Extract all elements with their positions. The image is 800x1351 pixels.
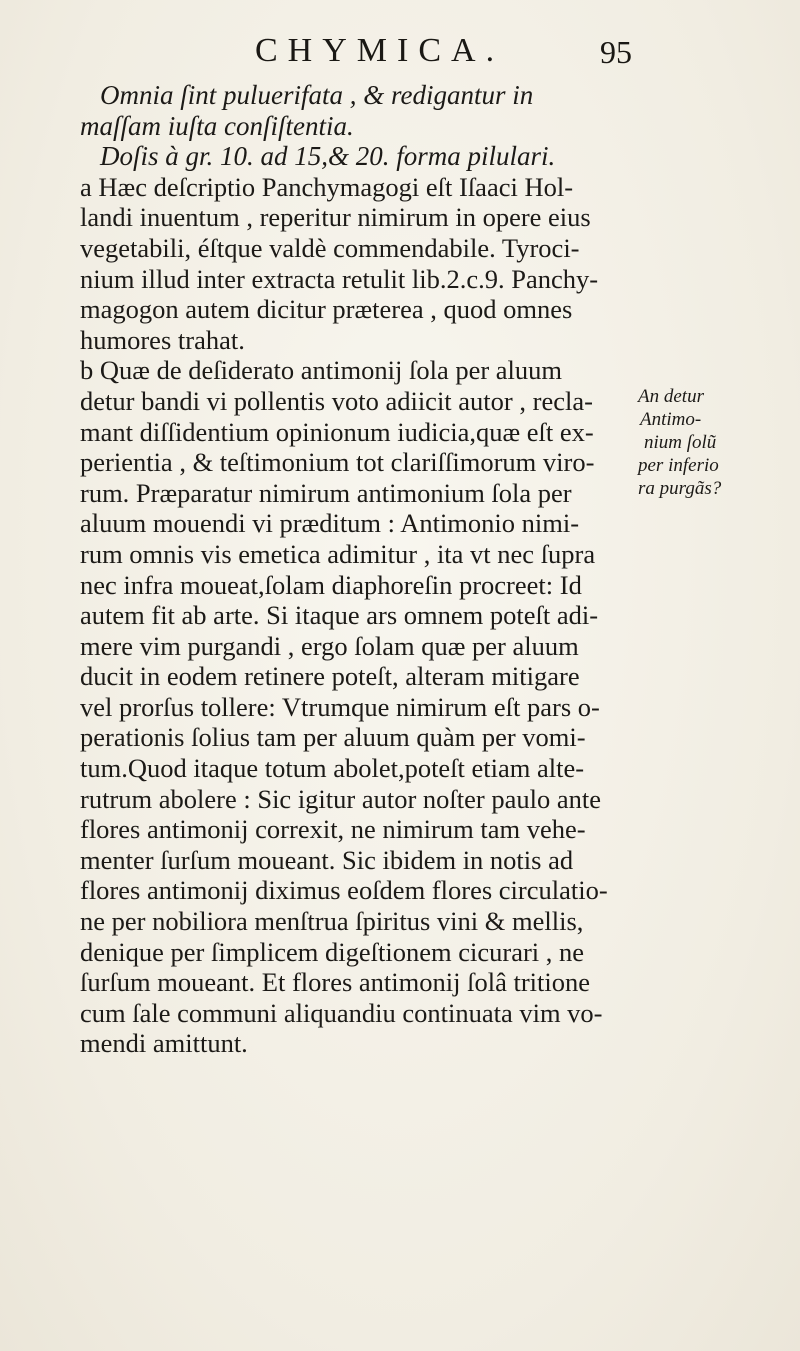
text-line: Doſis à gr. 10. ad 15,& 20. forma pilulari. xyxy=(100,141,556,172)
text-line: flores antimonij diximus eoſdem flores circulatio- xyxy=(80,875,608,906)
text-line: perientia , & teſtimonium tot clariſſimorum viro- xyxy=(80,447,595,478)
running-head: CHYMICA. xyxy=(255,32,505,69)
text-line: humores trahat. xyxy=(80,324,245,355)
text-line: mant diſſidentium opinionum iudicia,quæ eſt ex- xyxy=(80,416,594,447)
text-line: ducit in eodem retinere poteſt, alteram mitigare xyxy=(80,661,580,692)
margin-note-line: per inferio xyxy=(638,455,719,476)
text-line: Omnia ſint puluerifata , & redigantur in xyxy=(100,80,534,110)
text-line: nec infra moueat,ſolam diaphoreſin procreet: Id xyxy=(80,569,582,600)
text-line: nium illud inter extracta retulit lib.2.c.9. Panchy- xyxy=(80,263,599,294)
page-header xyxy=(0,24,800,74)
main-text-block xyxy=(80,80,625,1059)
text-line: rum. Præparatur nimirum antimonium ſola per xyxy=(80,477,572,508)
text-line: landi inuentum , reperitur nimirum in opere eius xyxy=(80,202,591,233)
text-line: mendi amittunt. xyxy=(80,1028,248,1059)
margin-note-line: An detur xyxy=(638,386,704,407)
text-line: autem fit ab arte. Si itaque ars omnem poteſt adi- xyxy=(80,600,599,631)
margin-note xyxy=(638,385,788,500)
text-line: cum ſale communi aliquandiu continuata vim vo- xyxy=(80,997,603,1028)
text-line: aluum mouendi vi præditum : Antimonio nimi- xyxy=(80,508,580,539)
text-line: rum omnis vis emetica adimitur , ita vt nec ſupra xyxy=(80,538,596,569)
text-line: detur bandi vi pollentis voto adiicit autor , recla- xyxy=(80,385,593,416)
margin-note-line: Antimo- xyxy=(640,409,702,430)
text-line: ne per nobiliora menſtrua ſpiritus vini & mellis, xyxy=(80,906,584,937)
text-line: rutrum abolere : Sic igitur autor noſter paulo ante xyxy=(80,783,602,814)
text-line: menter ſurſum moueant. Sic ibidem in notis ad xyxy=(80,844,574,875)
text-line: tum.Quod itaque totum abolet,poteſt etiam alte- xyxy=(80,753,585,784)
text-line: mere vim purgandi , ergo ſolam quæ per aluum xyxy=(80,630,579,661)
margin-note-line: nium ſolũ xyxy=(644,432,717,453)
text-line: denique per ſimplicem digeſtionem cicurari , ne xyxy=(80,936,585,967)
text-line: vegetabili, éſtque valdè commendabile. Tyroci- xyxy=(80,232,580,263)
text-line: a Hæc deſcriptio Panchymagogi eſt Iſaaci Hol- xyxy=(80,171,574,202)
text-line: magogon autem dicitur præterea , quod omnes xyxy=(80,294,573,325)
text-line: flores antimonij correxit, ne nimirum tam vehe- xyxy=(80,814,586,845)
page-number: 95 xyxy=(600,34,632,70)
text-line: perationis ſolius tam per aluum quàm per vomi- xyxy=(80,722,586,753)
text-line: maſſam iuſta conſiſtentia. xyxy=(80,110,354,141)
text-line: ſurſum moueant. Et flores antimonij ſolâ tritione xyxy=(80,967,591,998)
text-line: b Quæ de deſiderato antimonij ſola per aluum xyxy=(80,355,563,386)
margin-note-line: ra purgãs? xyxy=(638,478,722,499)
text-line: vel prorſus tollere: Vtrumque nimirum eſt pars o- xyxy=(80,691,600,722)
